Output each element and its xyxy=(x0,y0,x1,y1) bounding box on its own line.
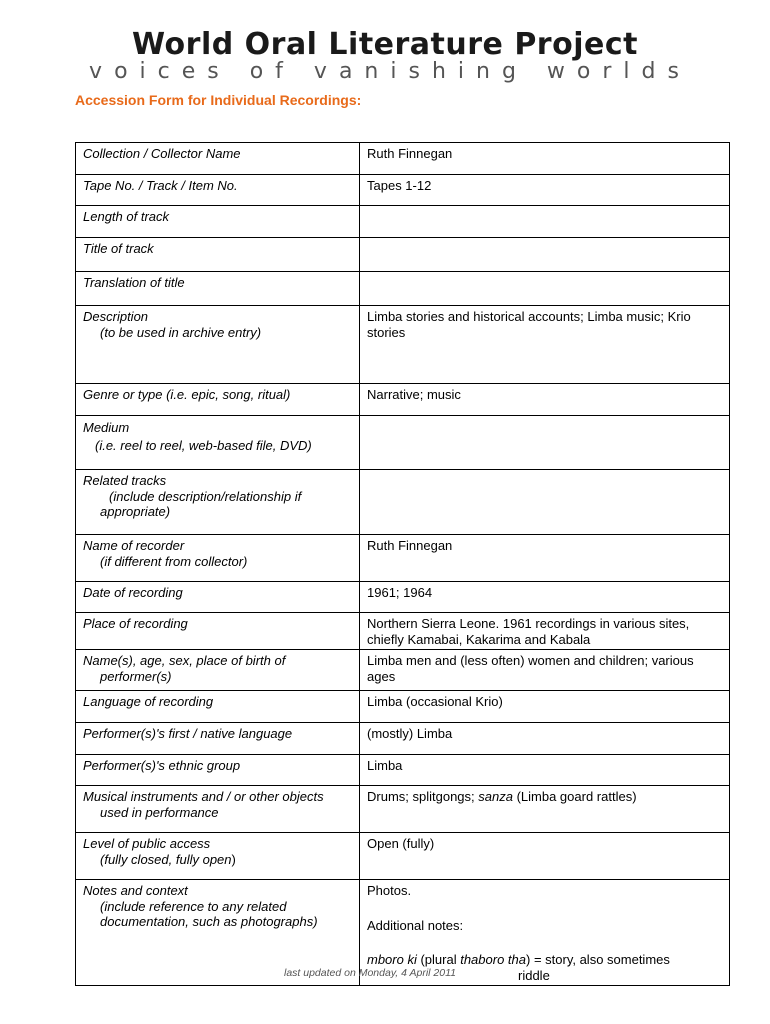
field-value[interactable] xyxy=(360,416,730,470)
table-row xyxy=(76,143,730,175)
table-row xyxy=(76,723,730,755)
field-value[interactable]: Northern Sierra Leone. 1961 recordings in various sites, chiefly Kamabai, Kakarima and Kabala xyxy=(360,613,730,650)
field-value[interactable]: Limba xyxy=(360,755,730,786)
field-value[interactable]: Open (fully) xyxy=(360,833,730,880)
brand-subtitle: voices of vanishing worlds xyxy=(89,59,691,84)
table-row xyxy=(76,384,730,416)
table-row xyxy=(76,535,730,582)
field-label-hint: (include description/relationship if xyxy=(109,488,302,504)
field-label: Level of public access (fully closed, fully open) xyxy=(76,833,360,880)
table-row xyxy=(76,470,730,535)
field-value[interactable]: Ruth Finnegan xyxy=(360,535,730,582)
field-label: Medium (i.e. reel to reel, web-based file, DVD) xyxy=(76,416,360,470)
field-label: Date of recording xyxy=(76,582,360,613)
field-label: Collection / Collector Name xyxy=(76,143,360,175)
field-label: Length of track xyxy=(76,206,360,238)
field-value[interactable]: Limba (occasional Krio) xyxy=(360,691,730,723)
field-label: Tape No. / Track / Item No. xyxy=(76,175,360,206)
field-label: Musical instruments and / or other objects used in performance xyxy=(76,786,360,833)
field-label: Notes and context (include reference to any related documentation, such as photographs) xyxy=(76,880,360,986)
notes-line: mboro ki (plural thaboro tha) = story, also sometimes xyxy=(367,952,670,967)
field-label: Place of recording xyxy=(76,613,360,650)
table-row xyxy=(76,613,730,650)
field-value[interactable] xyxy=(360,238,730,272)
table-row xyxy=(76,175,730,206)
table-row xyxy=(76,238,730,272)
field-value[interactable]: (mostly) Limba xyxy=(360,723,730,755)
table-row xyxy=(76,272,730,306)
field-value[interactable]: Ruth Finnegan xyxy=(360,143,730,175)
field-label-hint: documentation, such as photographs) xyxy=(100,914,318,929)
form-title: Accession Form for Individual Recordings: xyxy=(75,92,362,108)
field-value[interactable]: Limba stories and historical accounts; Limba music; Krio stories xyxy=(360,306,730,384)
field-label-hint: (i.e. reel to reel, web-based file, DVD) xyxy=(95,438,312,453)
table-row xyxy=(76,833,730,880)
field-label-hint: (if different from collector) xyxy=(100,553,248,569)
accession-form-table xyxy=(75,142,730,986)
table-row xyxy=(76,206,730,238)
field-label-hint: performer(s) xyxy=(100,668,172,684)
field-value[interactable]: Photos. Additional notes: mboro ki (plural thaboro tha) = story, also sometimes xyxy=(360,880,730,986)
field-label: Related tracks (include description/relationship if appropriate) xyxy=(76,470,360,535)
field-label-hint: appropriate) xyxy=(100,504,171,519)
field-value[interactable]: Narrative; music xyxy=(360,384,730,416)
field-label-hint: used in performance xyxy=(100,804,219,820)
field-label: Genre or type (i.e. epic, song, ritual) xyxy=(76,384,360,416)
field-label-hint: (fully closed, fully open) xyxy=(100,851,236,867)
field-value[interactable]: Drums; splitgongs; sanza (Limba goard rattles) xyxy=(360,786,730,833)
table-row xyxy=(76,755,730,786)
field-value[interactable] xyxy=(360,272,730,306)
last-updated-footer: last updated on Monday, 4 April 2011 xyxy=(284,967,457,979)
field-label: Performer(s)'s first / native language xyxy=(76,723,360,755)
field-label: Title of track xyxy=(76,238,360,272)
field-label-hint: (to be used in archive entry) xyxy=(100,324,262,340)
brand-header xyxy=(0,28,770,84)
field-value[interactable] xyxy=(360,206,730,238)
field-value[interactable]: Limba men and (less often) women and children; various ages xyxy=(360,650,730,691)
table-row xyxy=(76,650,730,691)
field-label: Translation of title xyxy=(76,272,360,306)
field-value[interactable]: Tapes 1-12 xyxy=(360,175,730,206)
table-row xyxy=(76,786,730,833)
field-label: Description (to be used in archive entry) xyxy=(76,306,360,384)
notes-continuation: riddle xyxy=(518,968,550,983)
table-row xyxy=(76,416,730,470)
field-label: Language of recording xyxy=(76,691,360,723)
field-value[interactable]: 1961; 1964 xyxy=(360,582,730,613)
field-label: Name(s), age, sex, place of birth of performer(s) xyxy=(76,650,360,691)
table-row xyxy=(76,306,730,384)
field-label: Name of recorder (if different from collector) xyxy=(76,535,360,582)
field-label: Performer(s)'s ethnic group xyxy=(76,755,360,786)
field-value[interactable] xyxy=(360,470,730,535)
table-row xyxy=(76,691,730,723)
field-label-hint: (include reference to any related xyxy=(100,898,287,914)
brand-title: World Oral Literature Project xyxy=(132,27,638,62)
table-row xyxy=(76,582,730,613)
